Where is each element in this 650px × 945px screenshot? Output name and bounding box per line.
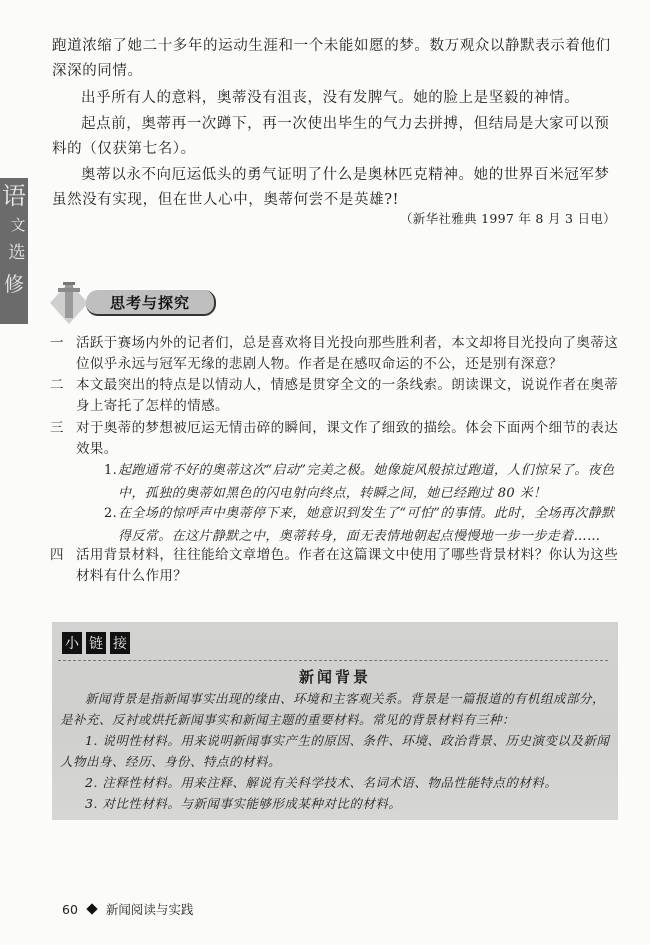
question-item	[50, 375, 624, 417]
question-number: 三	[50, 420, 64, 436]
link-box-item: 1. 说明性材料。用来说明新闻事实产生的原因、条件、环境、政治背景、历史演变以及新闻人物出身、经历、身份、特点的材料。	[60, 733, 610, 769]
article-paragraph: 跑道浓缩了她二十多年的运动生涯和一个未能如愿的梦。数万观众以静默表示着他们深深的同情。	[52, 38, 611, 79]
link-tag: 接	[110, 632, 130, 654]
sub-item-text: 在全场的惊呼声中奥蒂停下来，她意识到发生了“可怕”的事情。此时，全场再次静默得反常。在这片静默之中，奥蒂转身，面无表情地朝起点慢慢地一步一步走着……	[118, 506, 615, 544]
page-number: 60	[62, 901, 78, 917]
question-number: 四	[50, 547, 64, 563]
question-text: 对于奥蒂的梦想被厄运无情击碎的瞬间，课文作了细致的描绘。体会下面两个细节的表达效果。	[76, 420, 619, 457]
link-box-title: 新闻背景	[298, 668, 371, 686]
sub-item-number: 1.	[104, 463, 118, 478]
book-title: 新闻阅读与实践	[105, 902, 194, 917]
page-footer	[62, 900, 193, 918]
sidebar-link-box	[52, 622, 618, 820]
side-tab-char: 修	[4, 272, 24, 296]
question-text: 活用背景材料，往往能给文章增色。作者在这篇课文中使用了哪些背景材料？你认为这些材料有什么作用？	[76, 547, 619, 584]
link-box-item: 2. 注释性材料。用来注释、解说有关科学技术、名词术语、物品性能特点的材料。	[85, 775, 558, 790]
sub-item	[104, 502, 622, 548]
article-paragraph: 出乎所有人的意料，奥蒂没有沮丧，没有发脾气。她的脸上是坚毅的神情。	[81, 90, 580, 106]
section-title: 思考与探究	[86, 290, 216, 316]
question-number: 二	[50, 377, 64, 393]
question-text: 活跃于赛场内外的记者们，总是喜欢将目光投向那些胜利者，本文却将目光投向了奥蒂这位似乎永远与冠军无缘的悲剧人物。作者是在感叹命运的不公，还是别有深意？	[76, 335, 619, 372]
question-item	[50, 333, 624, 375]
side-chapter-tab	[0, 178, 28, 324]
side-tab-char: 文	[10, 216, 26, 234]
sub-item-number: 2.	[104, 506, 118, 521]
link-tag: 小	[62, 632, 82, 654]
link-tag: 链	[86, 632, 106, 654]
side-tab-char: 选	[8, 243, 26, 263]
section-header	[46, 278, 226, 328]
article-paragraph: 起点前，奥蒂再一次蹲下，再一次使出毕生的气力去拼搏，但结局是大家可以预料的（仅获第七名）。	[52, 116, 610, 157]
question-number: 一	[50, 335, 64, 351]
diamond-icon	[86, 903, 97, 914]
link-tags	[62, 632, 130, 654]
side-tab-char: 语	[2, 182, 26, 210]
question-item	[50, 418, 624, 460]
question-item	[50, 545, 624, 587]
link-box-intro: 新闻背景是指新闻事实出现的缘由、环境和主客观关系。背景是一篇报道的有机组成部分，是补充、反衬或烘托新闻事实和新闻主题的重要材料。常见的背景材料有三种：	[60, 691, 606, 727]
question-text: 本文最突出的特点是以情动人，情感是贯穿全文的一条线索。朗读课文，说说作者在奥蒂身上寄托了怎样的情感。	[76, 377, 619, 414]
article-paragraph: 奥蒂以永不向厄运低头的勇气证明了什么是奥林匹克精神。她的世界百米冠军梦虽然没有实现，但在世人心中，奥蒂何尝不是英雄?!	[52, 167, 610, 208]
link-box-item: 3. 对比性材料。与新闻事实能够形成某种对比的材料。	[85, 796, 402, 811]
sub-item-text: 起跑通常不好的奥蒂这次“启动”完美之极。她像旋风般掠过跑道，人们惊呆了。夜色中，孤独的奥蒂如黑色的闪电射向终点，转瞬之间，她已经跑过 80 米！	[118, 463, 615, 501]
sub-item	[104, 459, 622, 505]
article-source: （新华社雅典 1997 年 8 月 3 日电）	[400, 211, 616, 226]
dashed-divider	[58, 660, 608, 661]
